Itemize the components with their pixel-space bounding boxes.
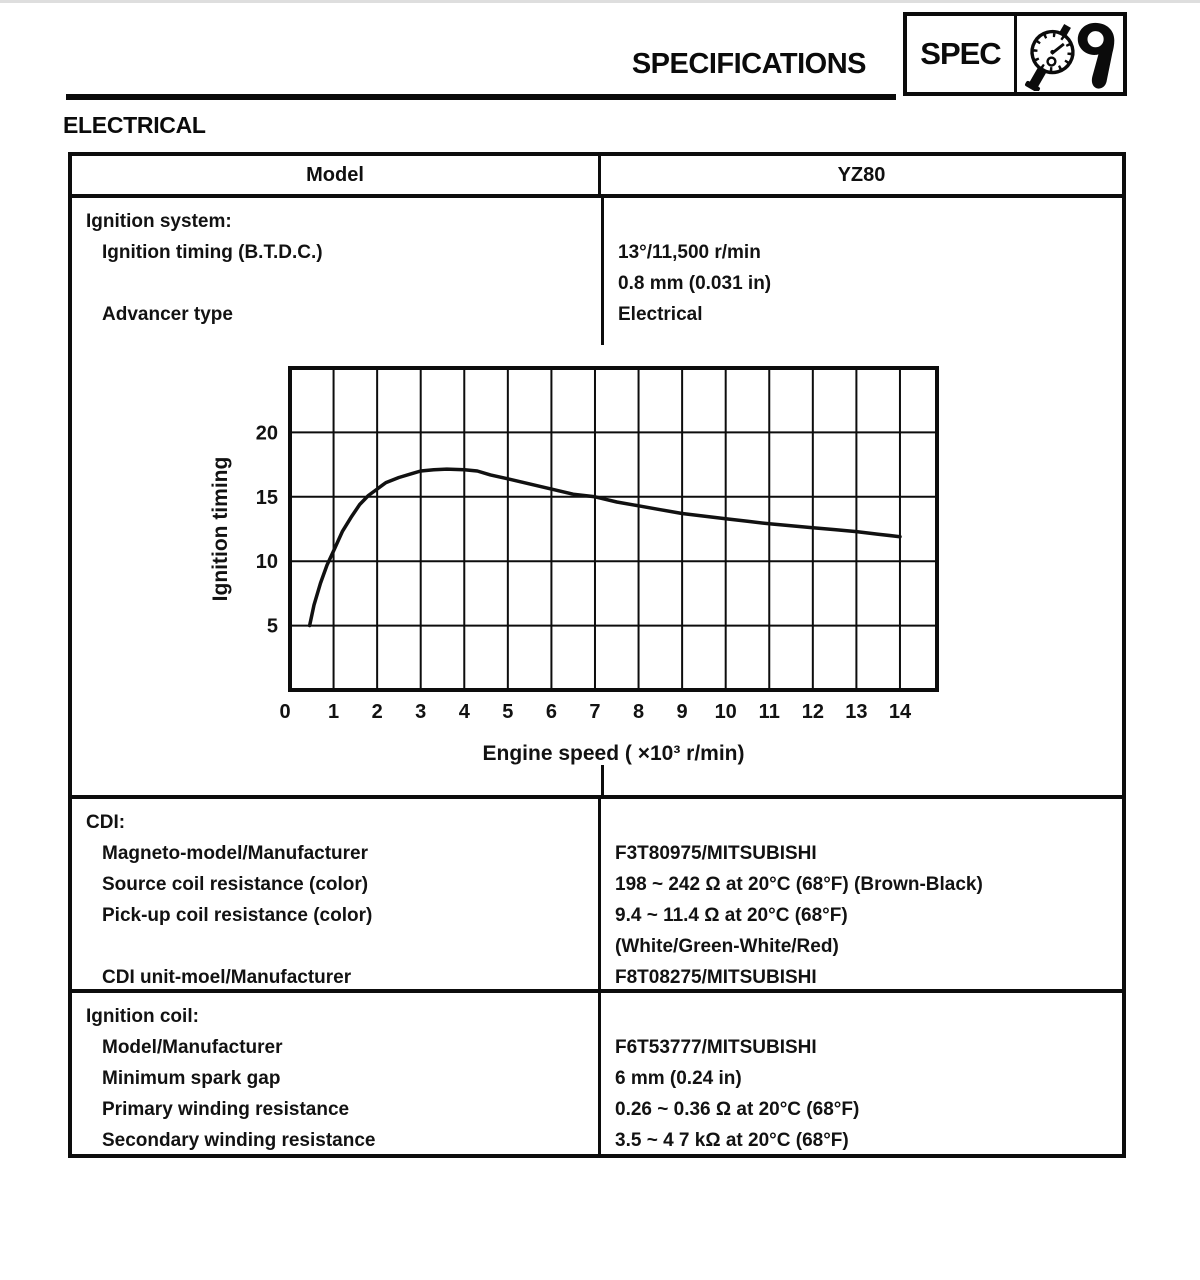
ignition-system-values (604, 206, 1122, 330)
svg-text:11: 11 (758, 701, 780, 723)
spec-value: 6 mm (0.24 in) (615, 1068, 742, 1089)
spec-label: Primary winding resistance (102, 1099, 350, 1120)
svg-text:14: 14 (888, 701, 912, 723)
svg-text:Ignition timing: Ignition timing (209, 456, 232, 602)
svg-text:3: 3 (415, 701, 427, 723)
ignition-coil-row (72, 993, 1122, 1154)
spec-section-title: Ignition coil: (86, 1006, 199, 1027)
spec-value: 9.4 ~ 11.4 Ω at 20°C (68°F) (615, 905, 848, 926)
spec-section-title: Ignition system: (86, 211, 232, 232)
spec-value: 3.5 ~ 4 7 kΩ at 20°C (68°F) (615, 1130, 849, 1151)
svg-text:20: 20 (255, 422, 278, 445)
ignition-coil-labels (72, 993, 601, 1154)
dial-indicator-icon (1017, 17, 1123, 91)
svg-text:12: 12 (801, 701, 824, 723)
svg-text:1: 1 (328, 701, 340, 723)
ignition-coil-values (601, 993, 1122, 1154)
ignition-system-row (72, 198, 1122, 799)
spec-value (601, 807, 1122, 838)
table-header-row (72, 156, 1122, 198)
ignition-timing-chart-svg (72, 335, 1122, 795)
page-title: SPECIFICATIONS (631, 48, 866, 80)
spec-label: Magneto-model/Manufacturer (102, 843, 369, 864)
svg-text:7: 7 (589, 701, 601, 723)
spec-label: Ignition timing (B.T.D.C.) (102, 242, 323, 263)
spec-label: Advancer type (102, 304, 233, 325)
spec-label: Model/Manufacturer (102, 1037, 283, 1058)
spec-tab-icon-cell (1017, 16, 1123, 92)
spec-value: Electrical (618, 304, 703, 325)
svg-text:4: 4 (458, 701, 470, 723)
cdi-row (72, 799, 1122, 993)
cdi-labels (72, 799, 601, 989)
svg-text:13: 13 (845, 701, 868, 723)
spec-label (72, 268, 601, 299)
svg-text:10: 10 (714, 701, 737, 723)
svg-text:2: 2 (371, 701, 383, 723)
cdi-values (601, 799, 1122, 989)
spec-label: Minimum spark gap (102, 1068, 281, 1089)
spec-label: CDI unit-moel/Manufacturer (102, 967, 352, 988)
spec-value: 0.26 ~ 0.36 Ω at 20°C (68°F) (615, 1099, 860, 1120)
spec-value: F6T53777/MITSUBISHI (615, 1037, 817, 1058)
svg-text:0: 0 (279, 701, 291, 723)
model-value-cell: YZ80 (837, 163, 886, 186)
spec-tab-label: SPEC (907, 16, 1017, 92)
spec-label: Secondary winding resistance (102, 1130, 376, 1151)
spec-label: Source coil resistance (color) (102, 874, 369, 895)
spec-value: (White/Green-White/Red) (615, 936, 839, 957)
spec-label: Pick-up coil resistance (color) (102, 905, 373, 926)
spec-value: 13°/11,500 r/min (618, 242, 761, 263)
svg-text:Engine speed ( ×10³ r/min): Engine speed ( ×10³ r/min) (482, 742, 745, 765)
svg-text:6: 6 (545, 701, 557, 723)
spec-value: 198 ~ 242 Ω at 20°C (68°F) (Brown-Black) (615, 874, 983, 895)
section-heading: ELECTRICAL (63, 112, 206, 138)
svg-text:15: 15 (255, 486, 278, 509)
svg-text:5: 5 (266, 615, 278, 638)
svg-text:8: 8 (632, 701, 645, 723)
spec-value: 0.8 mm (0.031 in) (618, 273, 772, 294)
svg-text:9: 9 (676, 701, 688, 723)
spec-value (601, 1001, 1122, 1032)
svg-text:10: 10 (255, 551, 278, 574)
model-header-cell: Model (72, 156, 601, 194)
specifications-table (68, 152, 1126, 1158)
spec-value: F8T08275/MITSUBISHI (615, 967, 817, 988)
title-rule (66, 94, 896, 100)
spec-value (604, 206, 1122, 237)
spec-chapter-tab (903, 12, 1127, 96)
spec-section-title: CDI: (86, 812, 126, 833)
ignition-system-labels (72, 206, 601, 330)
spec-label (72, 931, 598, 962)
svg-text:5: 5 (502, 701, 514, 723)
scan-edge-strip (0, 0, 1200, 3)
spec-value: F3T80975/MITSUBISHI (615, 843, 817, 864)
ignition-timing-chart (72, 335, 1122, 795)
